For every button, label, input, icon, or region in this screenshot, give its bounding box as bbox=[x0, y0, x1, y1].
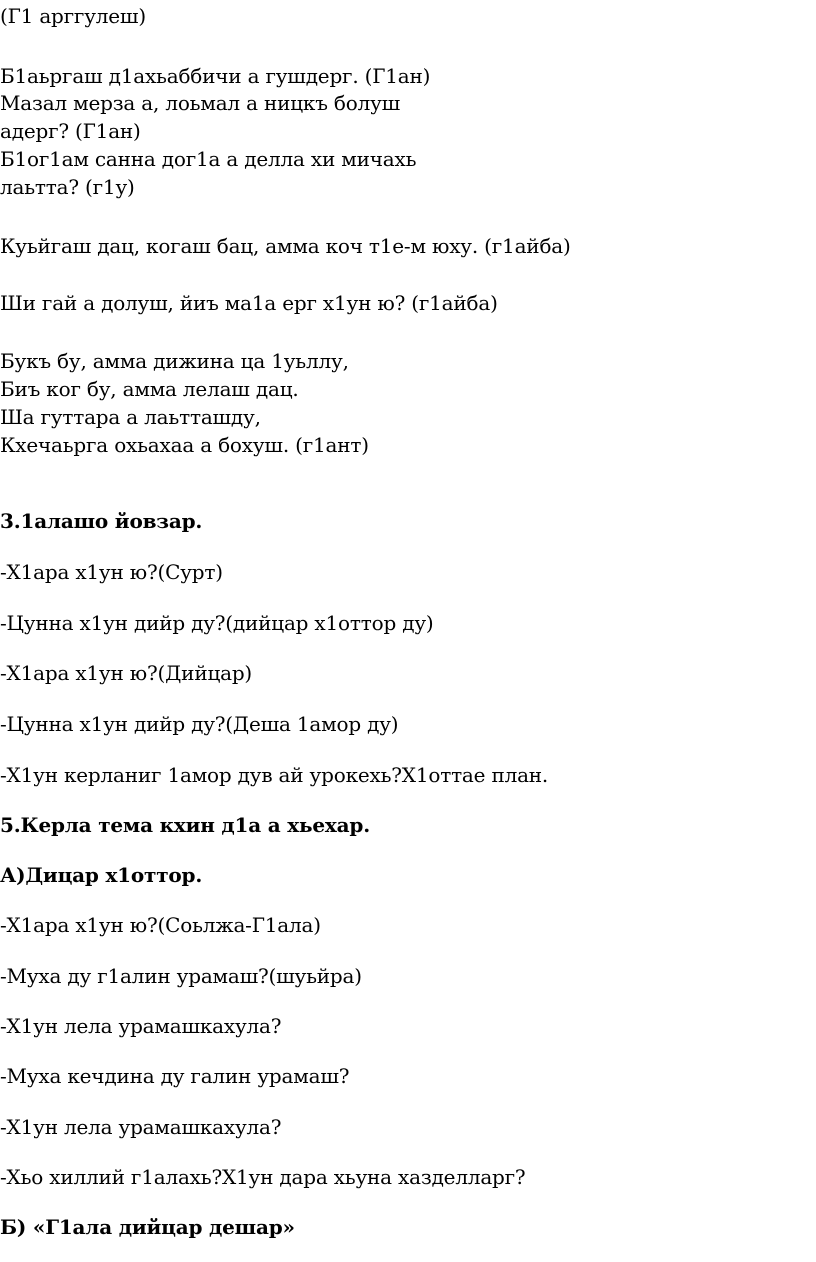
riddle-4-line-1: Букъ бу, амма дижина ца 1уьллу, bbox=[0, 349, 349, 373]
section-3-line-1: -Х1ара х1ун ю?(Сурт) bbox=[0, 560, 223, 584]
riddle-1-line-2: Мазал мерза а, лоьмал а ницкъ болуш bbox=[0, 91, 401, 115]
section-5-line-2: -Муха ду г1алин урамаш?(шуьйра) bbox=[0, 964, 362, 988]
section-5-line-6: -Хьо хиллий г1алахь?Х1ун дара хьуна хазделларг? bbox=[0, 1165, 526, 1189]
riddle-1-line-4: Б1ог1ам санна дог1а а делла хи мичахь bbox=[0, 147, 417, 171]
section-5-heading: 5.Керла тема кхин д1а а хьехар. bbox=[0, 813, 370, 837]
riddle-3: Ши гай а долуш, йиъ ма1а ерг х1ун ю? (г1айба) bbox=[0, 291, 498, 315]
section-5-line-5: -Х1ун лела урамашкахула? bbox=[0, 1115, 282, 1139]
section-3-line-3: -Х1ара х1ун ю?(Дийцар) bbox=[0, 661, 253, 685]
riddle-1-line-5: лаьтта? (г1у) bbox=[0, 175, 135, 199]
section-5-sub-a: А)Дицар х1оттор. bbox=[0, 863, 203, 887]
riddles-header: (Г1 арггулеш) bbox=[0, 4, 146, 28]
riddle-2: Куьйгаш дац, когаш бац, амма коч т1е-м юху. (г1айба) bbox=[0, 234, 571, 258]
section-3-line-2: -Цунна х1ун дийр ду?(дийцар х1оттор ду) bbox=[0, 611, 434, 635]
section-5-sub-b: Б) «Г1ала дийцар дешар» bbox=[0, 1215, 295, 1239]
riddle-1-line-3: адерг? (Г1ан) bbox=[0, 119, 141, 143]
riddle-4-line-3: Ша гуттара а лаьтташду, bbox=[0, 405, 261, 429]
section-5-line-4: -Муха кечдина ду галин урамаш? bbox=[0, 1064, 350, 1088]
section-5-line-1: -Х1ара х1ун ю?(Соьлжа-Г1ала) bbox=[0, 913, 321, 937]
section-3-heading: 3.1алашо йовзар. bbox=[0, 509, 203, 533]
riddle-1-line-1: Б1аьргаш д1ахьаббичи а гушдерг. (Г1ан) bbox=[0, 64, 431, 88]
section-5-line-3: -Х1ун лела урамашкахула? bbox=[0, 1014, 282, 1038]
section-3-line-4: -Цунна х1ун дийр ду?(Деша 1амор ду) bbox=[0, 712, 399, 736]
riddle-4-line-2: Биъ ког бу, амма лелаш дац. bbox=[0, 377, 299, 401]
section-3-line-5: -Х1ун керланиг 1амор дув ай урокехь?Х1оттае план. bbox=[0, 763, 549, 787]
riddle-4-line-4: Кхечаьрга охьахаа а бохуш. (г1ант) bbox=[0, 433, 369, 457]
